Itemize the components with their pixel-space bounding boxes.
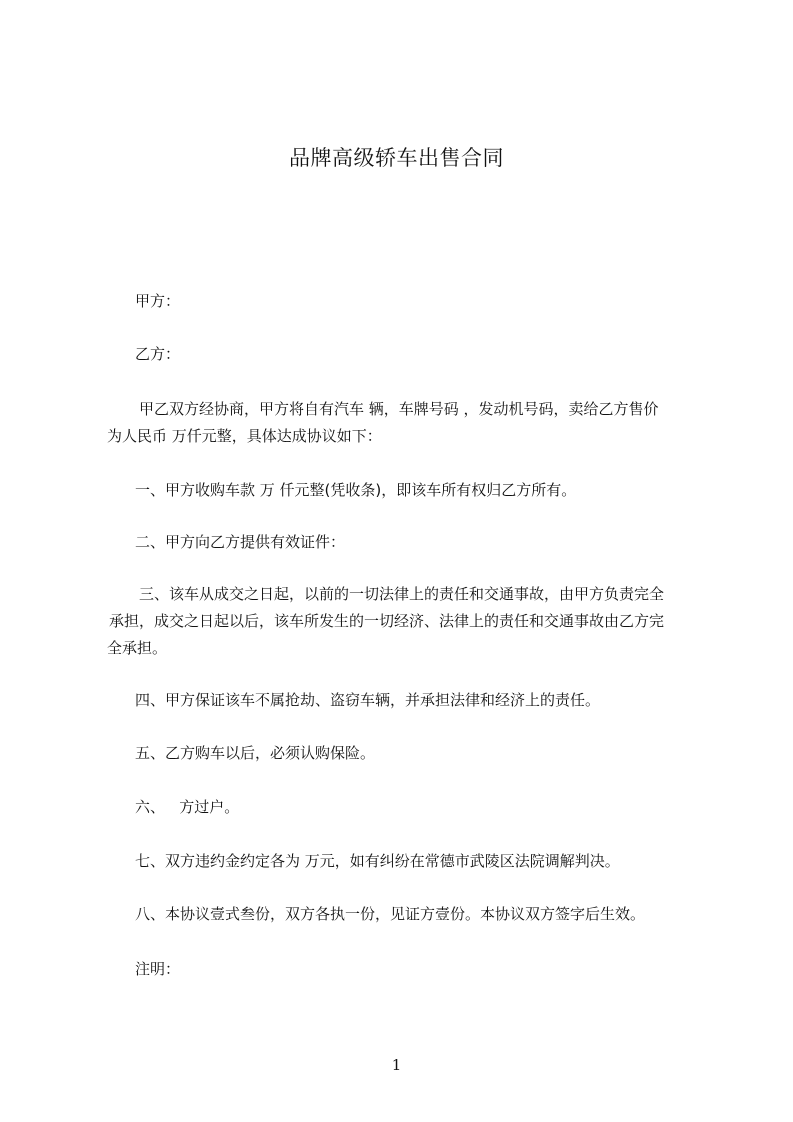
clause-8: 八、本协议壹式叁份，双方各执一份，见证方壹份。本协议双方签字后生效。 — [135, 905, 646, 923]
intro-line-1: 甲乙双方经协商，甲方将自有汽车 辆，车牌号码 ，发动机号码，卖给乙方售价 — [139, 400, 659, 418]
clause-2: 二、甲方向乙方提供有效证件： — [135, 533, 346, 551]
note-label: 注明： — [135, 960, 181, 978]
party-a-label: 甲方： — [135, 292, 181, 310]
clause-5: 五、乙方购车以后，必须认购保险。 — [135, 744, 376, 762]
page-number: 1 — [391, 1056, 402, 1074]
clause-7: 七、双方违约金约定各为 万元，如有纠纷在常德市武陵区法院调解判决。 — [135, 852, 620, 870]
clause-6: 六、 方过户。 — [135, 798, 240, 816]
party-b-label: 乙方： — [135, 345, 181, 363]
intro-line-2: 为人民币 万仟元整，具体达成协议如下： — [107, 427, 382, 445]
document-title: 品牌高级轿车出售合同 — [289, 146, 504, 170]
clause-1: 一、甲方收购车款 万 仟元整(凭收条)，即该车所有权归乙方所有。 — [135, 481, 577, 499]
clause-4: 四、甲方保证该车不属抢劫、盗窃车辆，并承担法律和经济上的责任。 — [135, 691, 601, 709]
clause-3-line-1: 三、该车从成交之日起，以前的一切法律上的责任和交通事故，由甲方负责完全 — [139, 585, 665, 603]
clause-3-line-2: 承担，成交之日起以后，该车所发生的一切经济、法律上的责任和交通事故由乙方完 — [109, 612, 665, 630]
clause-3-line-3: 全承担。 — [107, 639, 168, 657]
